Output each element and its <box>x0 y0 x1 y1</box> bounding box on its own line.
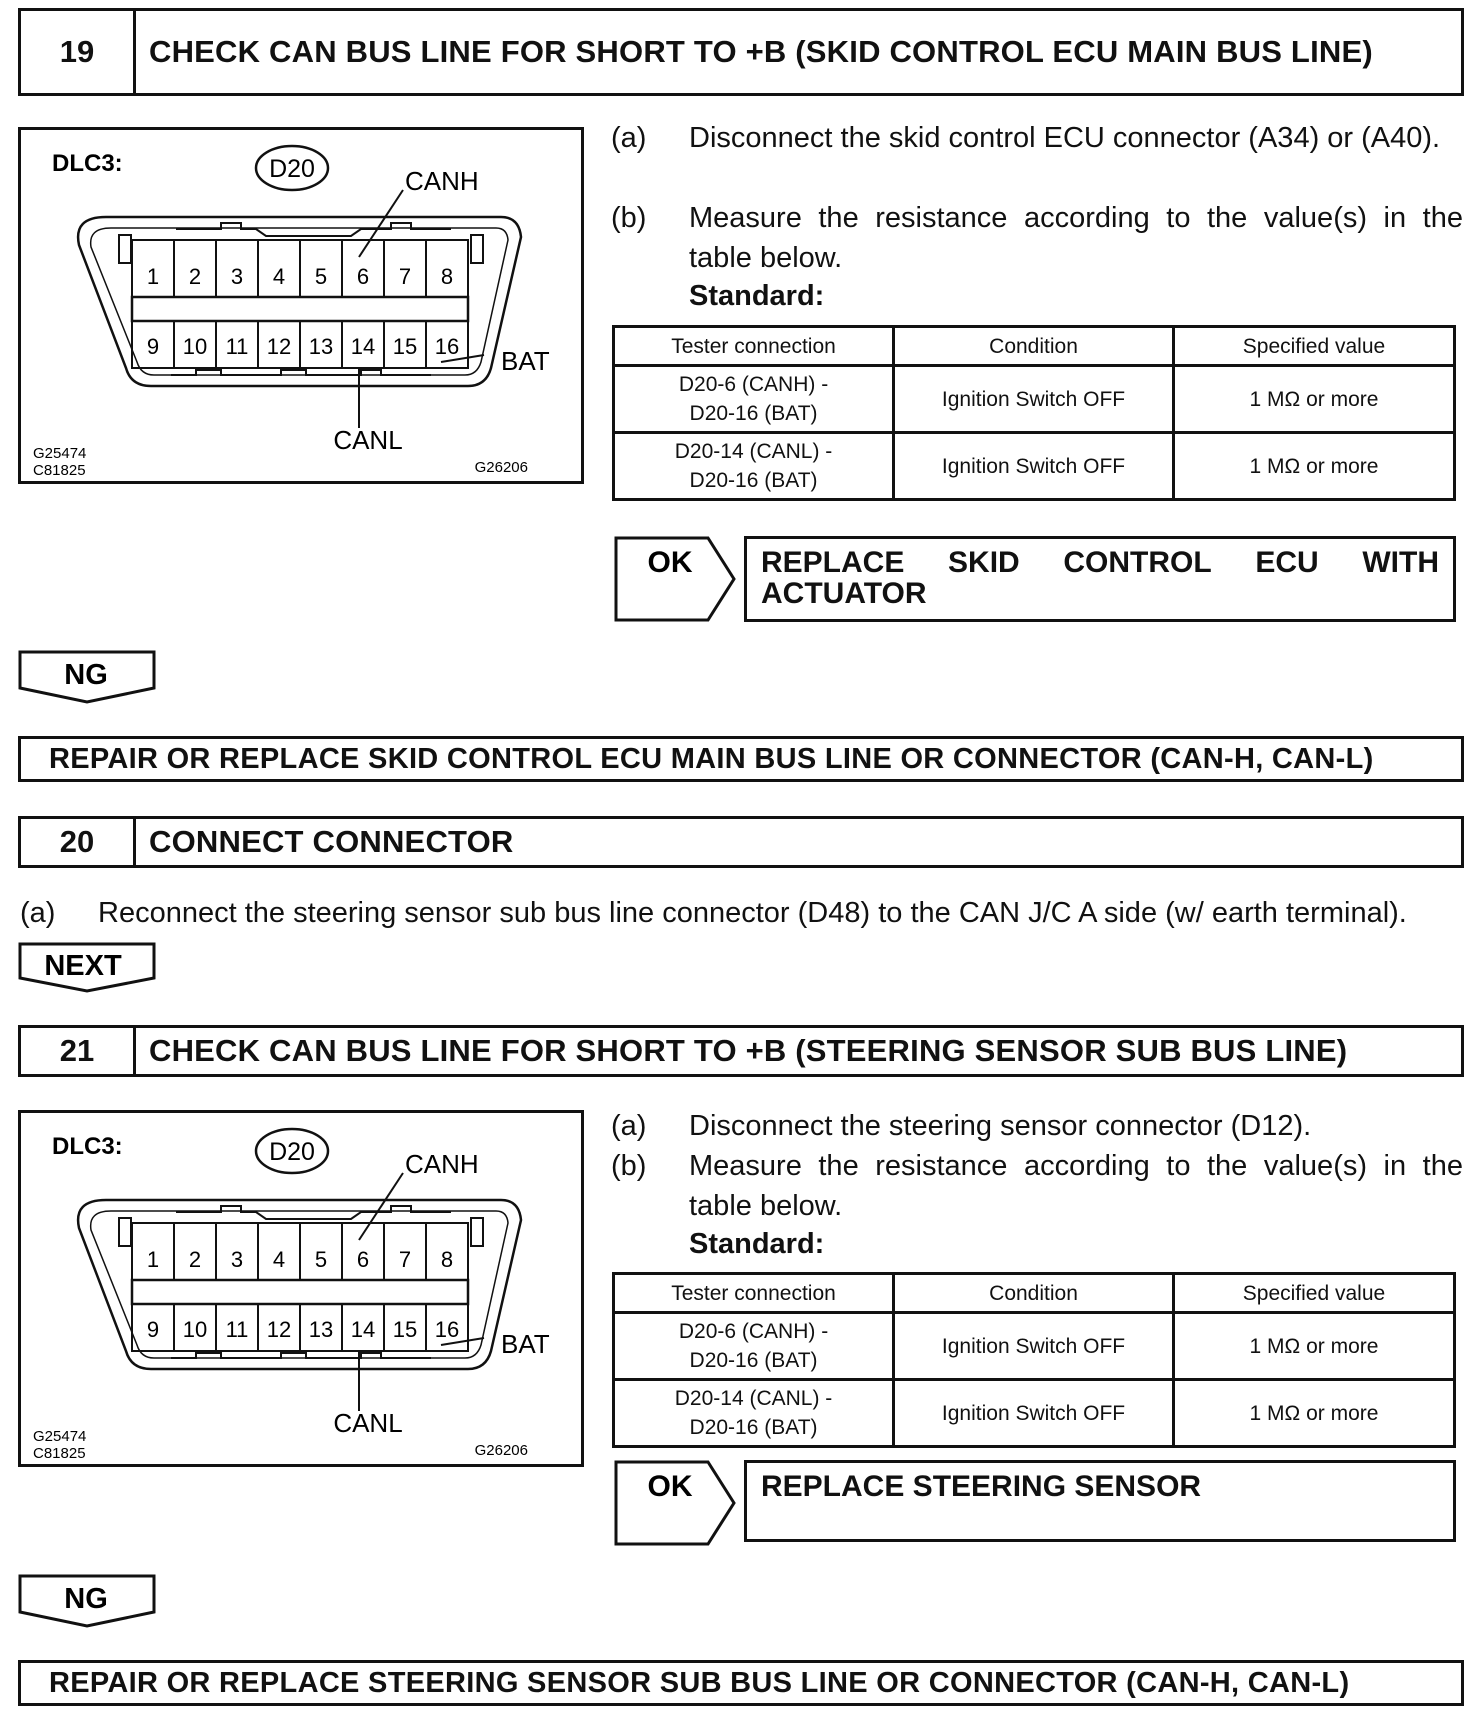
table-cell: D20-16 (BAT) <box>689 1349 818 1372</box>
callout-canl: CANL <box>333 1408 403 1438</box>
connector-pin-number: 12 <box>266 334 292 359</box>
connector-left-tab <box>119 1218 131 1246</box>
connector-divider-bar <box>132 1280 468 1304</box>
connector-pin-number: 14 <box>350 334 376 359</box>
connector-figure <box>18 1110 584 1467</box>
ok-result-line2: ACTUATOR <box>761 577 927 610</box>
table-row <box>614 433 1455 500</box>
ng-arrow <box>18 1574 158 1630</box>
connector-right-tab <box>471 235 483 263</box>
connector-pin-number: 2 <box>188 1247 202 1272</box>
instruction-b <box>611 1146 1463 1226</box>
connector-pin-number: 12 <box>266 1317 292 1342</box>
callout-canh: CANH <box>405 1149 479 1179</box>
table-row <box>614 1313 1455 1380</box>
connector-pin-number: 8 <box>440 264 454 289</box>
connector-pin-number: 1 <box>146 1247 160 1272</box>
connector-left-tab <box>119 235 131 263</box>
instruction-a-text: Disconnect the steering sensor connector (D12). <box>689 1110 1312 1142</box>
connector-id: D20 <box>269 1138 315 1166</box>
ok-result-word: ECU <box>1255 546 1319 579</box>
connector-pin-number: 9 <box>146 334 160 359</box>
connector-right-tab <box>471 1218 483 1246</box>
table-row <box>614 1380 1455 1447</box>
instruction-a-label: (a) <box>611 122 647 154</box>
dlc3-connector-diagram <box>21 1113 581 1464</box>
connector-label: DLC3: <box>52 1133 123 1160</box>
connector-pin-number: 8 <box>440 1247 454 1272</box>
connector-pin-number: 16 <box>434 334 460 359</box>
table-row <box>614 366 1455 433</box>
step-title: CONNECT CONNECTOR <box>149 824 514 859</box>
next-label: NEXT <box>44 950 122 982</box>
figure-code-left-2: C81825 <box>33 462 86 479</box>
table-cell: D20-16 (BAT) <box>689 402 818 425</box>
ok-label: OK <box>647 1470 693 1503</box>
connector-divider-bar <box>132 297 468 321</box>
step-title: CHECK CAN BUS LINE FOR SHORT TO +B (STEERING SENSOR SUB BUS LINE) <box>149 1033 1348 1068</box>
instruction-a <box>611 118 1463 198</box>
table-cell: Ignition Switch OFF <box>894 366 1174 433</box>
callout-canh: CANH <box>405 166 479 196</box>
table-cell: 1 MΩ or more <box>1174 1313 1455 1380</box>
connector-pin-number: 6 <box>356 1247 370 1272</box>
callout-bat: BAT <box>501 346 550 376</box>
figure-code-left-1: G25474 <box>33 1428 87 1445</box>
step-19-header <box>18 8 1464 96</box>
figure-code-left-1: G25474 <box>33 445 87 462</box>
connector-pin-number: 9 <box>146 1317 160 1342</box>
callout-bat: BAT <box>501 1329 550 1359</box>
connector-key-notch <box>176 223 451 236</box>
figure-code-right: G26206 <box>474 1442 528 1459</box>
table-header: Specified value <box>1174 327 1455 366</box>
step-number: 20 <box>21 819 136 865</box>
step-21-header <box>18 1025 1464 1077</box>
connector-pin-number: 1 <box>146 264 160 289</box>
table-cell: Ignition Switch OFF <box>894 1313 1174 1380</box>
connector-pin-number: 10 <box>182 1317 208 1342</box>
table-cell: 1 MΩ or more <box>1174 433 1455 500</box>
connector-pin-number: 5 <box>314 264 328 289</box>
callout-canl: CANL <box>333 425 403 455</box>
ok-arrow <box>614 536 738 622</box>
table-header: Condition <box>894 327 1174 366</box>
ok-result-word: REPLACE <box>761 546 905 579</box>
ok-arrow <box>614 1460 738 1546</box>
instruction-b-text: Measure the resistance according to the value(s) in the table below. <box>689 202 1463 274</box>
step-number: 21 <box>21 1028 136 1074</box>
table-header: Specified value <box>1174 1274 1455 1313</box>
ok-result-word: CONTROL <box>1063 546 1212 579</box>
connector-key-notch <box>176 1206 451 1219</box>
connector-pin-number: 7 <box>398 1247 412 1272</box>
spec-table <box>612 325 1456 501</box>
connector-pin-number: 7 <box>398 264 412 289</box>
table-cell: D20-16 (BAT) <box>689 469 818 492</box>
table-cell: D20-6 (CANH) - <box>678 373 829 396</box>
connector-pin-number: 15 <box>392 1317 418 1342</box>
connector-pin-number: 14 <box>350 1317 376 1342</box>
ng-label: NG <box>64 659 108 691</box>
instruction-b-text: Measure the resistance according to the value(s) in the table below. <box>689 1150 1463 1222</box>
dlc3-connector-diagram <box>21 130 581 481</box>
instruction-b-label: (b) <box>611 202 647 234</box>
connector-figure <box>18 127 584 484</box>
step-20-header <box>18 816 1464 868</box>
instruction-b-label: (b) <box>611 1150 647 1182</box>
ng-result: REPAIR OR REPLACE STEERING SENSOR SUB BUS LINE OR CONNECTOR (CAN-H, CAN-L) <box>18 1660 1464 1706</box>
ok-result-word: WITH <box>1362 546 1439 579</box>
step-title: CHECK CAN BUS LINE FOR SHORT TO +B (SKID CONTROL ECU MAIN BUS LINE) <box>149 34 1373 69</box>
instruction-a <box>611 1106 1463 1146</box>
table-cell: 1 MΩ or more <box>1174 1380 1455 1447</box>
connector-pin-number: 15 <box>392 334 418 359</box>
connector-pin-number: 3 <box>230 264 244 289</box>
instruction-a-text: Disconnect the skid control ECU connector (A34) or (A40). <box>689 122 1441 154</box>
instruction-b <box>611 198 1463 278</box>
instruction-a-label: (a) <box>20 897 56 929</box>
connector-pin-number: 11 <box>225 1317 249 1342</box>
ng-result: REPAIR OR REPLACE SKID CONTROL ECU MAIN BUS LINE OR CONNECTOR (CAN-H, CAN-L) <box>18 736 1464 782</box>
connector-pin-number: 11 <box>225 334 249 359</box>
table-cell: Ignition Switch OFF <box>894 433 1174 500</box>
instruction-a <box>20 893 1465 933</box>
connector-pin-number: 3 <box>230 1247 244 1272</box>
connector-id: D20 <box>269 155 315 183</box>
table-cell: D20-16 (BAT) <box>689 1416 818 1439</box>
table-header: Tester connection <box>614 327 894 366</box>
instruction-a-text: Reconnect the steering sensor sub bus line connector (D48) to the CAN J/C A side (w/ earth terminal). <box>98 897 1407 929</box>
ng-arrow <box>18 650 158 706</box>
connector-pin-number: 4 <box>272 264 286 289</box>
figure-code-right: G26206 <box>474 459 528 476</box>
table-cell: D20-6 (CANH) - <box>678 1320 829 1343</box>
connector-pin-number: 2 <box>188 264 202 289</box>
connector-pin-number: 16 <box>434 1317 460 1342</box>
connector-pin-number: 6 <box>356 264 370 289</box>
spec-table <box>612 1272 1456 1448</box>
ok-result-line1 <box>761 547 1439 578</box>
standard-label: Standard: <box>689 280 825 312</box>
ok-result-word: SKID <box>948 546 1020 579</box>
table-cell: 1 MΩ or more <box>1174 366 1455 433</box>
connector-pin-number: 10 <box>182 334 208 359</box>
figure-code-left-2: C81825 <box>33 1445 86 1462</box>
ng-label: NG <box>64 1583 108 1615</box>
table-header: Tester connection <box>614 1274 894 1313</box>
standard-label: Standard: <box>689 1228 825 1260</box>
connector-pin-number: 13 <box>308 334 334 359</box>
connector-pin-number: 13 <box>308 1317 334 1342</box>
next-arrow <box>18 942 158 994</box>
table-cell: Ignition Switch OFF <box>894 1380 1174 1447</box>
table-cell: D20-14 (CANL) - <box>674 440 833 463</box>
connector-pin-number: 5 <box>314 1247 328 1272</box>
table-cell: D20-14 (CANL) - <box>674 1387 833 1410</box>
ok-result: REPLACE STEERING SENSOR <box>744 1460 1456 1542</box>
instruction-a-label: (a) <box>611 1110 647 1142</box>
connector-pin-number: 4 <box>272 1247 286 1272</box>
table-header: Condition <box>894 1274 1174 1313</box>
step-number: 19 <box>21 11 136 93</box>
ok-result <box>744 536 1456 622</box>
connector-label: DLC3: <box>52 150 123 177</box>
ok-label: OK <box>647 546 693 579</box>
